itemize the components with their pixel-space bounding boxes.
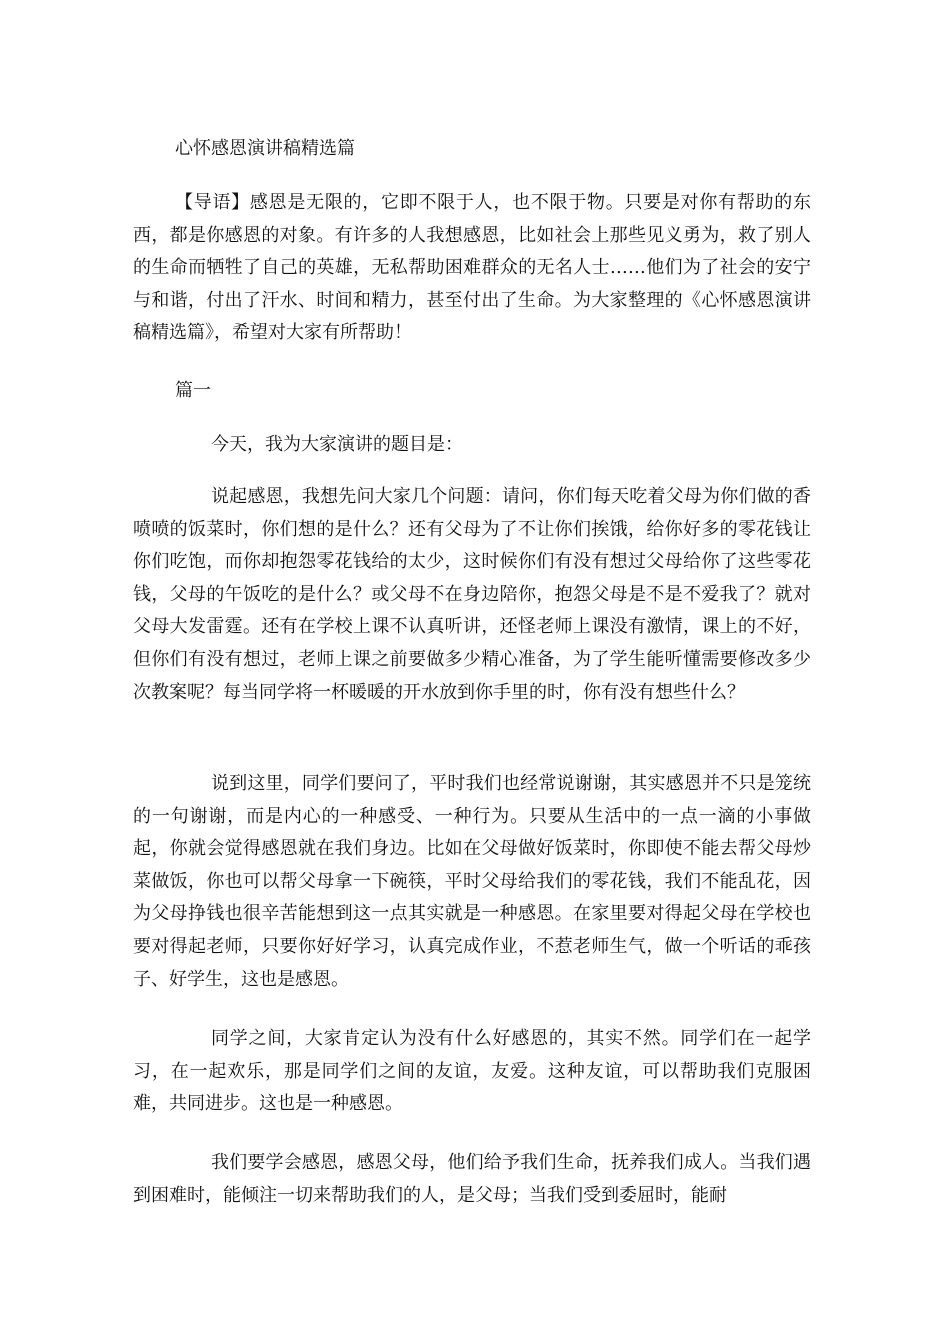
body-paragraph-1: 说起感恩，我想先问大家几个问题：请问，你们每天吃着父母为你们做的香喷喷的饭菜时，你们想的是什么？还有父母为了不让你们挨饿，给你好多的零花钱让你们吃饱，而你却抱怨零花钱给的太少，这时候你们有没有想过父母给你了这些零花钱，父母的午饭吃的是什么？或父母不在身边陪你，抱怨父母是不是不爱我了？就对父母大发雷霆。还有在学校上课不认真听讲，还怪老师上课没有激情，课上的不好，但你们有没有想过，老师上课之前要做多少精心准备，为了学生能听懂需要修改多少次教案呢？每当同学将一杯暖暖的开水放到你手里的时，你有没有想些什么？ xyxy=(133,486,811,703)
body-paragraph-4: 我们要学会感恩，感恩父母，他们给予我们生命，抚养我们成人。当我们遇到困难时，能倾注一切来帮助我们的人，是父母；当我们受到委屈时，能耐 xyxy=(133,1152,811,1206)
body-paragraph-2: 说到这里，同学们要问了，平时我们也经常说谢谢，其实感恩并不只是笼统的一句谢谢，而是内心的一种感受、一种行为。只要从生活中的一点一滴的小事做起，你就会觉得感恩就在我们身边。比如在父母做好饭菜时，你即使不能去帮父母炒菜做饭，你也可以帮父母拿一下碗筷，平时父母给我们的零花钱，我们不能乱花，因为父母挣钱也很辛苦能想到这一点其实就是一种感恩。在家里要对得起父母在学校也要对得起老师，只要你好好学习，认真完成作业，不惹老师生气，做一个听话的乖孩子、好学生，这也是感恩。 xyxy=(133,773,811,990)
intro-paragraph: 【导语】感恩是无限的，它即不限于人，也不限于物。只要是对你有帮助的东西，都是你感恩的对象。有许多的人我想感恩，比如社会上那些见义勇为，救了别人的生命而牺牲了自己的英雄，无私帮助困难群众的无名人士……他们为了社会的安宁与和谐，付出了汗水、时间和精力，甚至付出了生命。为大家整理的《心怀感恩演讲稿精选篇》，希望对大家有所帮助！ xyxy=(133,192,811,344)
speech-opening: 今天，我为大家演讲的题目是： xyxy=(211,434,463,455)
document-title: 心怀感恩演讲稿精选篇 xyxy=(175,138,355,159)
section-label: 篇一 xyxy=(175,380,211,401)
body-paragraph-3: 同学之间，大家肯定认为没有什么好感恩的，其实不然。同学们在一起学习，在一起欢乐，那是同学们之间的友谊，友爱。这种友谊，可以帮助我们克服困难，共同进步。这也是一种感恩。 xyxy=(133,1028,811,1115)
